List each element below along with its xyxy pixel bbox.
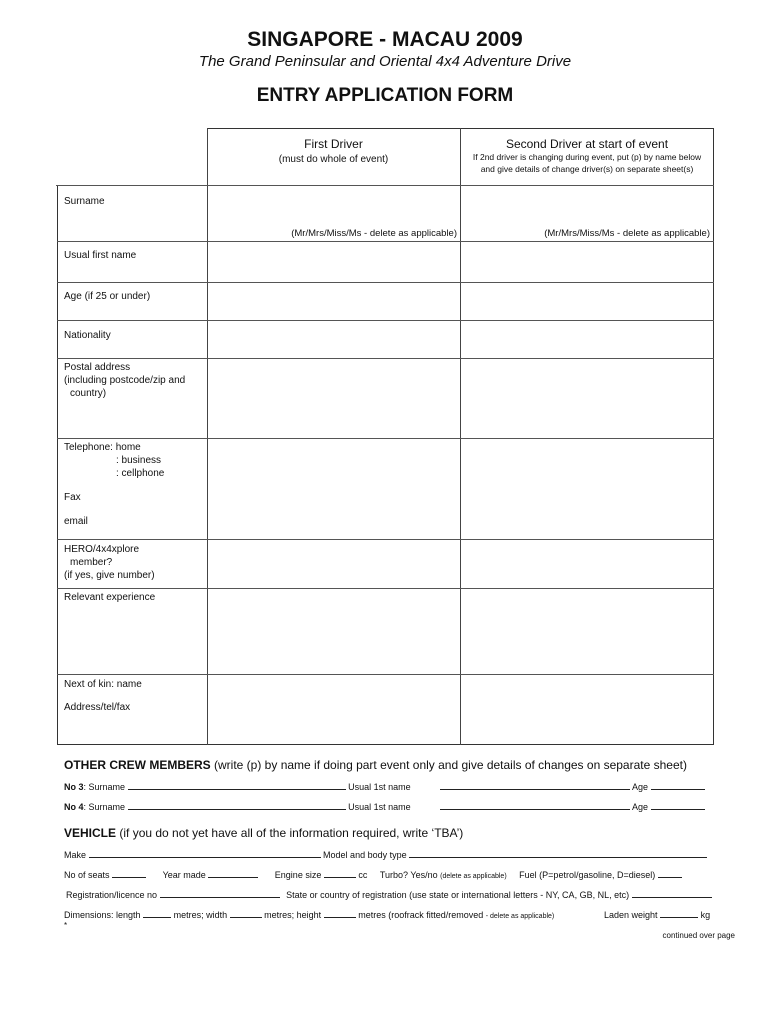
postal-address-line-2: (including postcode/zip and — [64, 375, 186, 386]
crew-no3-age-input[interactable] — [651, 780, 705, 790]
vehicle-length-input[interactable] — [143, 908, 171, 918]
first-driver-heading: First Driver — [304, 137, 363, 151]
crew-no3-age-label: Age — [632, 782, 649, 792]
crew-no4-age-input[interactable] — [651, 800, 705, 810]
continued-note: continued over page — [662, 931, 735, 940]
second-driver-heading: Second Driver at start of event — [505, 137, 669, 151]
telephone-cellphone-label: : cellphone — [116, 468, 165, 479]
age-label: Age (if 25 or under) — [64, 291, 151, 302]
crew-section-title — [64, 758, 687, 772]
membership-line-3: (if yes, give number) — [64, 570, 155, 581]
vehicle-title-rest: (if you do not yet have all of the information required, write ‘TBA’) — [119, 826, 464, 840]
telephone-business-label: : business — [116, 455, 162, 466]
vehicle-kg-label: kg — [700, 910, 711, 920]
crew-no4-surname-label: : Surname — [83, 802, 126, 812]
form-heading: ENTRY APPLICATION FORM — [256, 85, 514, 106]
membership-label — [64, 543, 155, 582]
row-divider — [57, 539, 714, 540]
vehicle-seats-label: No of seats — [64, 870, 110, 880]
second-driver-surname-field[interactable] — [461, 186, 713, 241]
vehicle-engine-input[interactable] — [324, 868, 356, 878]
kin-address-label: Address/tel/fax — [64, 702, 131, 713]
vehicle-height-input[interactable] — [324, 908, 356, 918]
vehicle-fuel-input[interactable] — [658, 868, 682, 878]
crew-no3-surname-label: : Surname — [83, 782, 126, 792]
vehicle-section-title — [64, 826, 463, 840]
vehicle-turbo-note: (delete as applicable) — [440, 873, 507, 880]
crew-no3-first-input[interactable] — [440, 780, 630, 790]
telephone-home-label: Telephone: home — [64, 442, 141, 453]
vehicle-roofrack-label: metres (roofrack fitted/removed — [358, 910, 484, 920]
row-divider — [57, 358, 714, 359]
vehicle-fuel-label: Fuel (P=petrol/gasoline, D=diesel) — [519, 870, 656, 880]
vehicle-model-input[interactable] — [409, 848, 707, 858]
vehicle-dimensions-label: Dimensions: length — [64, 910, 141, 920]
vehicle-asterisk: * — [64, 921, 68, 930]
vehicle-registration-input[interactable] — [160, 888, 280, 898]
crew-no4-surname-input[interactable] — [128, 800, 346, 810]
vehicle-roofrack-note: - delete as applicable) — [485, 913, 555, 920]
crew-no4-label: No 4 — [64, 802, 84, 812]
crew-title-rest: (write (p) by name if doing part event only and give details of changes on separate sheet) — [214, 758, 687, 772]
title-note-first-driver: (Mr/Mrs/Miss/Ms - delete as applicable) — [291, 228, 457, 239]
crew-no3-surname-input[interactable] — [128, 780, 346, 790]
vehicle-specs-row — [64, 868, 682, 880]
vehicle-weight-group — [604, 908, 710, 920]
crew-no3-right — [440, 780, 705, 792]
telephone-label — [64, 441, 164, 480]
experience-label: Relevant experience — [64, 592, 156, 603]
row-divider — [57, 282, 714, 283]
fax-label: Fax — [64, 492, 81, 503]
postal-address-line-3: country) — [70, 388, 107, 399]
postal-address-line-1: Postal address — [64, 362, 131, 373]
row-divider — [57, 320, 714, 321]
crew-no4-row — [64, 800, 411, 812]
vehicle-state-label: State or country of registration (use state or international letters - NY, CA, GB, NL, etc) — [286, 890, 630, 900]
crew-title-bold: OTHER CREW MEMBERS — [64, 758, 211, 772]
vehicle-year-input[interactable] — [208, 868, 258, 878]
postal-address-label — [64, 361, 185, 400]
vehicle-dimensions-row — [64, 908, 554, 920]
vehicle-make-label: Make — [64, 850, 87, 860]
crew-no4-first-label: Usual 1st name — [348, 802, 411, 812]
crew-no4-right — [440, 800, 705, 812]
crew-no3-label: No 3 — [64, 782, 84, 792]
blank-header-cell — [56, 127, 207, 186]
membership-line-1: HERO/4x4xplore — [64, 544, 140, 555]
crew-no3-first-label: Usual 1st name — [348, 782, 411, 792]
vehicle-title-bold: VEHICLE — [64, 826, 117, 840]
row-divider — [57, 438, 714, 439]
vehicle-turbo-label[interactable]: Turbo? Yes/no — [379, 870, 438, 880]
title-note-second-driver: (Mr/Mrs/Miss/Ms - delete as applicable) — [544, 228, 710, 239]
vehicle-seats-input[interactable] — [112, 868, 146, 878]
vehicle-registration-row — [66, 888, 712, 900]
email-label: email — [64, 516, 88, 527]
second-driver-header — [460, 137, 714, 175]
vehicle-model-label: Model and body type — [323, 850, 407, 860]
first-driver-surname-field[interactable] — [208, 186, 460, 241]
second-driver-note-1: If 2nd driver is changing during event, put (p) by name below — [472, 152, 702, 162]
vehicle-width-label: metres; width — [173, 910, 228, 920]
vehicle-width-input[interactable] — [230, 908, 262, 918]
crew-no4-first-input[interactable] — [440, 800, 630, 810]
first-name-label: Usual first name — [64, 250, 137, 261]
crew-no4-age-label: Age — [632, 802, 649, 812]
surname-label: Surname — [64, 196, 105, 207]
vehicle-laden-label: Laden weight — [604, 910, 658, 920]
vehicle-registration-label: Registration/licence no — [66, 890, 158, 900]
vehicle-height-label: metres; height — [264, 910, 322, 920]
nationality-label: Nationality — [64, 330, 111, 341]
second-driver-note-2: and give details of change driver(s) on separate sheet(s) — [480, 164, 694, 174]
vehicle-laden-input[interactable] — [660, 908, 698, 918]
first-driver-header — [207, 137, 460, 165]
crew-no3-row — [64, 780, 411, 792]
next-of-kin-label: Next of kin: name — [64, 679, 142, 690]
row-divider — [57, 588, 714, 589]
vehicle-engine-label: Engine size — [274, 870, 322, 880]
vehicle-year-label: Year made — [162, 870, 206, 880]
row-divider — [57, 241, 714, 242]
vehicle-cc-label: cc — [358, 870, 368, 880]
vehicle-make-input[interactable] — [89, 848, 321, 858]
row-divider — [57, 674, 714, 675]
vehicle-state-input[interactable] — [632, 888, 712, 898]
vehicle-make-row — [64, 848, 707, 860]
membership-line-2: member? — [70, 557, 113, 568]
first-driver-subheading: (must do whole of event) — [278, 154, 389, 165]
form-subtitle: The Grand Peninsular and Oriental 4x4 Adventure Drive — [198, 53, 572, 70]
form-title-event: SINGAPORE - MACAU 2009 — [247, 28, 523, 51]
